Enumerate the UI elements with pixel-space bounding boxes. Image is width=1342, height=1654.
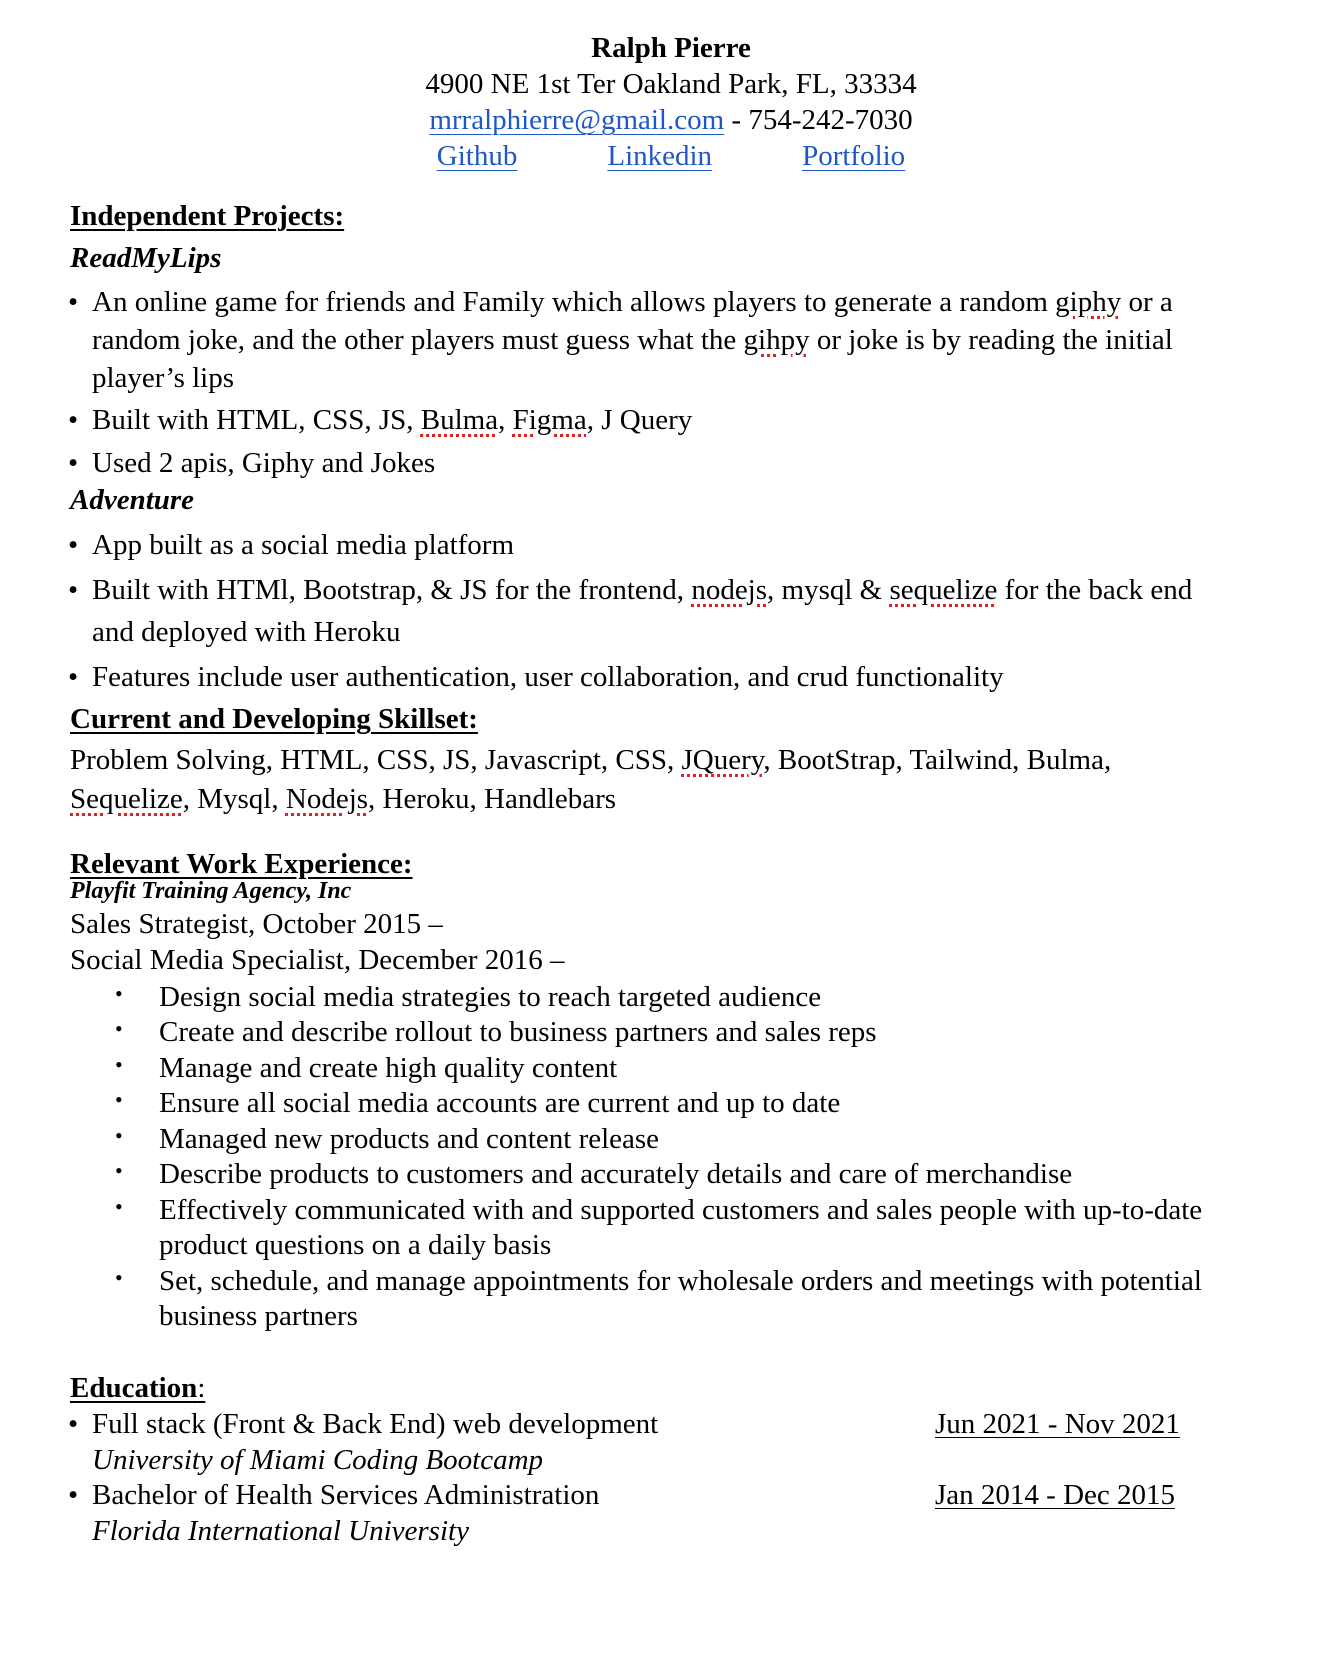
email-link[interactable]: mrralphierre@gmail.com [429,104,725,136]
projects-heading: Independent Projects: [70,200,345,232]
skills-heading: Current and Developing Skillset: [70,703,478,735]
address: 4900 NE 1st Ter Oakland Park, FL, 33334 [425,68,917,100]
profile-links [0,138,1342,174]
linkedin-link[interactable]: Linkedin [607,140,713,172]
project-title-adventure: Adventure [70,484,195,516]
education-dates: Jan 2014 - Dec 2015 [935,1479,1176,1511]
resume-name: Ralph Pierre [591,32,751,64]
portfolio-link[interactable]: Portfolio [802,140,906,172]
contact-line [0,102,1342,138]
education-heading: Education: [70,1372,206,1404]
work-heading: Relevant Work Experience: [70,848,413,880]
role-social-media-specialist: Social Media Specialist, December 2016 – [70,944,565,976]
role-sales-strategist: Sales Strategist, October 2015 – [70,908,443,940]
company-name: Playfit Training Agency, Inc [70,878,352,904]
skills-line-1: Problem Solving, HTML, CSS, JS, Javascript, CSS, JQuery, BootStrap, Tailwind, Bulma, [70,744,1112,776]
resume-page: Ralph Pierre 4900 NE 1st Ter Oakland Park, FL, 33334 mrralphierre@gmail.com - 754-242-7030 Github Linkedin Portfolio Independent Projects: ReadMyLips • An online game for friends and Family which allows players to generate a random giphy or a random joke, and the other players must guess what the gihpy or joke is by reading the initial player’s lips • Built with HTML, CSS, JS, Bulma, Figma, J Query • Used 2 apis, Giphy and Jokes Adventure • App built as a social media platform • Built with HTMl, Bootstrap, & JS for the frontend, nodejs, mysql & sequelize for the back end and deployed with Heroku • Features include user authentication, user collaboration, and crud functionality Current and Developing Skillset: Problem Solving, HTML, CSS, JS, Javascript, CSS, JQuery, BootStrap, Tailwind, Bulma, Sequelize, Mysql, Nodejs, Heroku, Handlebars Relevant Work Experience: Playfit Training Agency, Inc Sales Strategist, October 2015 – Social Media Specialist, December 2016 – • Design social media strategies to reach targeted audience • Create and describe rollout to business partners and sales reps • Manage and create high quality content • Ensure all social media accounts are current and up to date • Managed new products and content release • Describe products to customers and accurately details and care of merchandise • Effectively communicated with and supported customers and sales people with up-to-date product questions on a daily basis • Set, schedule, and manage appointments for wholesale orders and meetings with potential business partners Education: • Full stack (Front & Back End) web development Jun 2021 - Nov 2021 University of Miami Coding Bootcamp • Bachelor of Health Services Administration Jan 2014 - Dec 2015 Florida International University [0,0,1342,1654]
skills-line-2: Sequelize, Mysql, Nodejs, Heroku, Handlebars [70,783,617,815]
github-link[interactable]: Github [436,140,518,172]
education-dates: Jun 2021 - Nov 2021 [935,1408,1180,1440]
phone: - 754-242-7030 [724,104,913,136]
project-title-readmylips: ReadMyLips [70,242,222,274]
